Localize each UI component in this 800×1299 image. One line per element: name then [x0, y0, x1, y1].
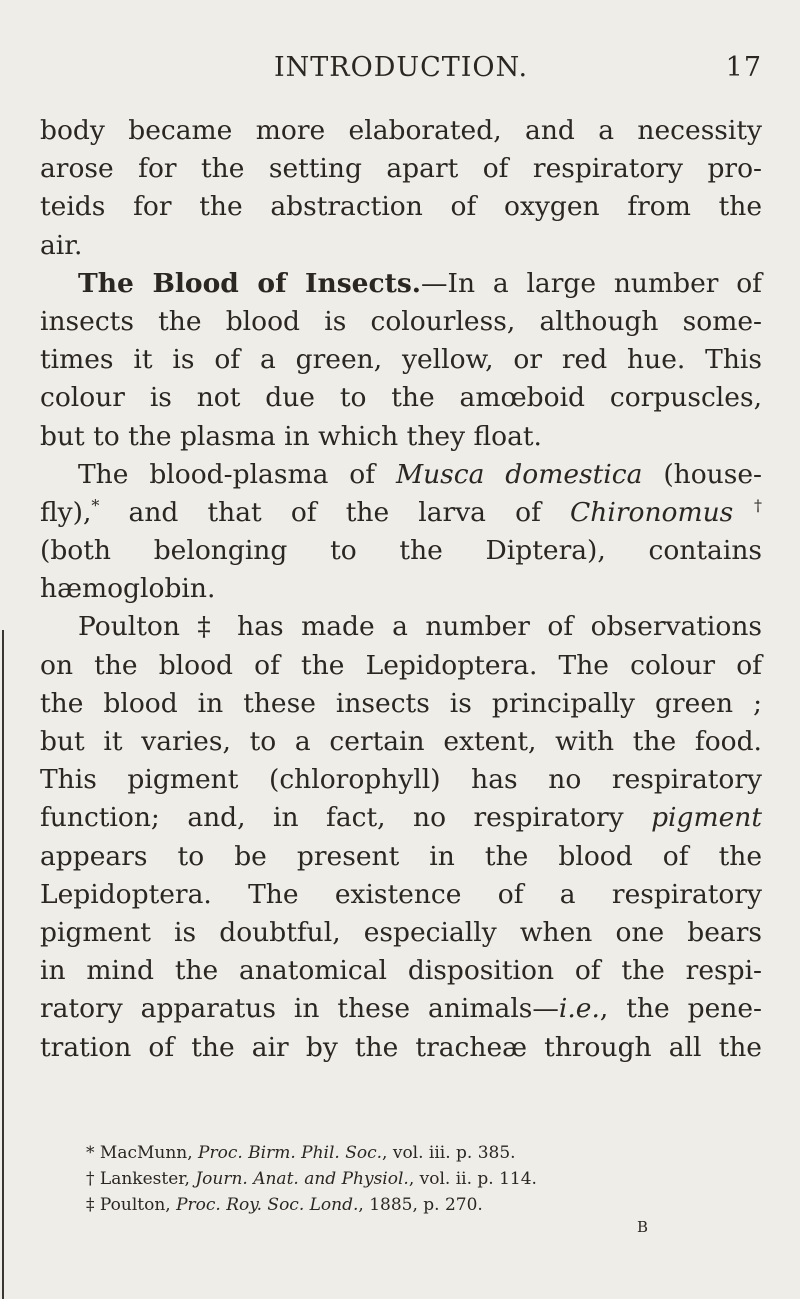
- text-line: times it is of a green, yellow, or red hue. This: [40, 344, 762, 376]
- footnote: [86, 1140, 706, 1166]
- text-line: (both belonging to the Diptera), contains: [40, 535, 762, 567]
- section-heading: The Blood of Insects.: [78, 267, 422, 299]
- running-header: [40, 52, 762, 92]
- heading-dash: —: [421, 267, 448, 299]
- footnote: [86, 1192, 706, 1218]
- text-run: Poulton: [78, 611, 198, 643]
- footnote-journal: Proc. Birm. Phil. Soc.: [198, 1143, 383, 1163]
- text-run: has made a number of observations: [219, 611, 763, 643]
- text-run: The blood-plasma of: [78, 458, 396, 490]
- body-text: [40, 112, 762, 1067]
- text-run: and that of the larva of: [99, 496, 571, 528]
- footnote-ref: ‡: [197, 611, 220, 643]
- text-line: pigment is doubtful, especially when one bears: [40, 916, 762, 948]
- footnote-citation: , 1885, p. 270.: [358, 1195, 483, 1215]
- footnote-journal: Journ. Anat. and Physiol.: [195, 1169, 409, 1189]
- footnote-journal: Proc. Roy. Soc. Lond.: [176, 1195, 359, 1215]
- footnote-ref: †: [733, 495, 762, 515]
- text-line: teids for the abstraction of oxygen from the: [40, 191, 762, 223]
- text-line: hæmoglobin.: [40, 573, 216, 605]
- footnote-author: MacMunn,: [99, 1143, 199, 1163]
- chapter-title: INTRODUCTION.: [273, 52, 529, 83]
- text-run: ratory apparatus in these animals—: [40, 993, 559, 1025]
- species-name: Musca domestica: [395, 458, 643, 490]
- emphasis: pigment: [651, 802, 762, 834]
- footnote-author: Poulton,: [99, 1195, 177, 1215]
- signature-mark: B: [637, 1218, 649, 1236]
- text-line: colour is not due to the amœboid corpuscles,: [40, 382, 762, 414]
- footnote-citation: , vol. iii. p. 385.: [382, 1143, 516, 1163]
- text-line: [40, 456, 762, 494]
- text-line: air.: [40, 229, 83, 261]
- footnote-ref: *: [91, 495, 100, 515]
- text-run: In a large number of: [447, 267, 762, 299]
- text-line: insects the blood is colourless, although some-: [40, 305, 762, 337]
- text-line: [40, 990, 762, 1028]
- footnote: [86, 1166, 706, 1192]
- text-line: but to the plasma in which they float.: [40, 420, 542, 452]
- text-run: , the pene-: [599, 993, 762, 1025]
- text-line: in mind the anatomical disposition of the respi-: [40, 955, 762, 987]
- text-line: body became more elaborated, and a necessity: [40, 115, 762, 146]
- text-line: This pigment (chlorophyll) has no respiratory: [40, 764, 762, 796]
- page-number: 17: [725, 52, 762, 83]
- footnote-citation: , vol. ii. p. 114.: [408, 1169, 537, 1189]
- text-run: function; and, in fact, no respiratory: [40, 802, 652, 834]
- text-line: but it varies, to a certain extent, with the food.: [40, 726, 762, 757]
- text-line: [40, 494, 762, 532]
- footnotes: [86, 1140, 706, 1218]
- footnote-mark: †: [86, 1169, 95, 1189]
- text-line: Lepidoptera. The existence of a respiratory: [40, 878, 762, 910]
- section-first-line: [40, 265, 762, 303]
- text-line: appears to be present in the blood of the: [40, 840, 762, 872]
- genus-name: Chironomus: [570, 496, 734, 528]
- page-edge-shadow: [2, 630, 4, 1299]
- text-line: [40, 799, 762, 837]
- text-line: on the blood of the Lepidoptera. The colour of: [40, 649, 762, 681]
- footnote-mark: ‡: [86, 1195, 95, 1215]
- text-line: tration of the air by the tracheæ through all the: [40, 1031, 762, 1063]
- abbreviation: i.e.: [558, 993, 600, 1025]
- footnote-author: Lankester,: [99, 1169, 196, 1189]
- footnote-mark: *: [86, 1143, 95, 1163]
- text-run: fly),: [40, 496, 92, 528]
- text-line: arose for the setting apart of respiratory pro-: [40, 153, 762, 185]
- text-line: the blood in these insects is principally green ;: [40, 687, 762, 719]
- text-run: (house-: [642, 458, 762, 490]
- text-line: [40, 608, 762, 646]
